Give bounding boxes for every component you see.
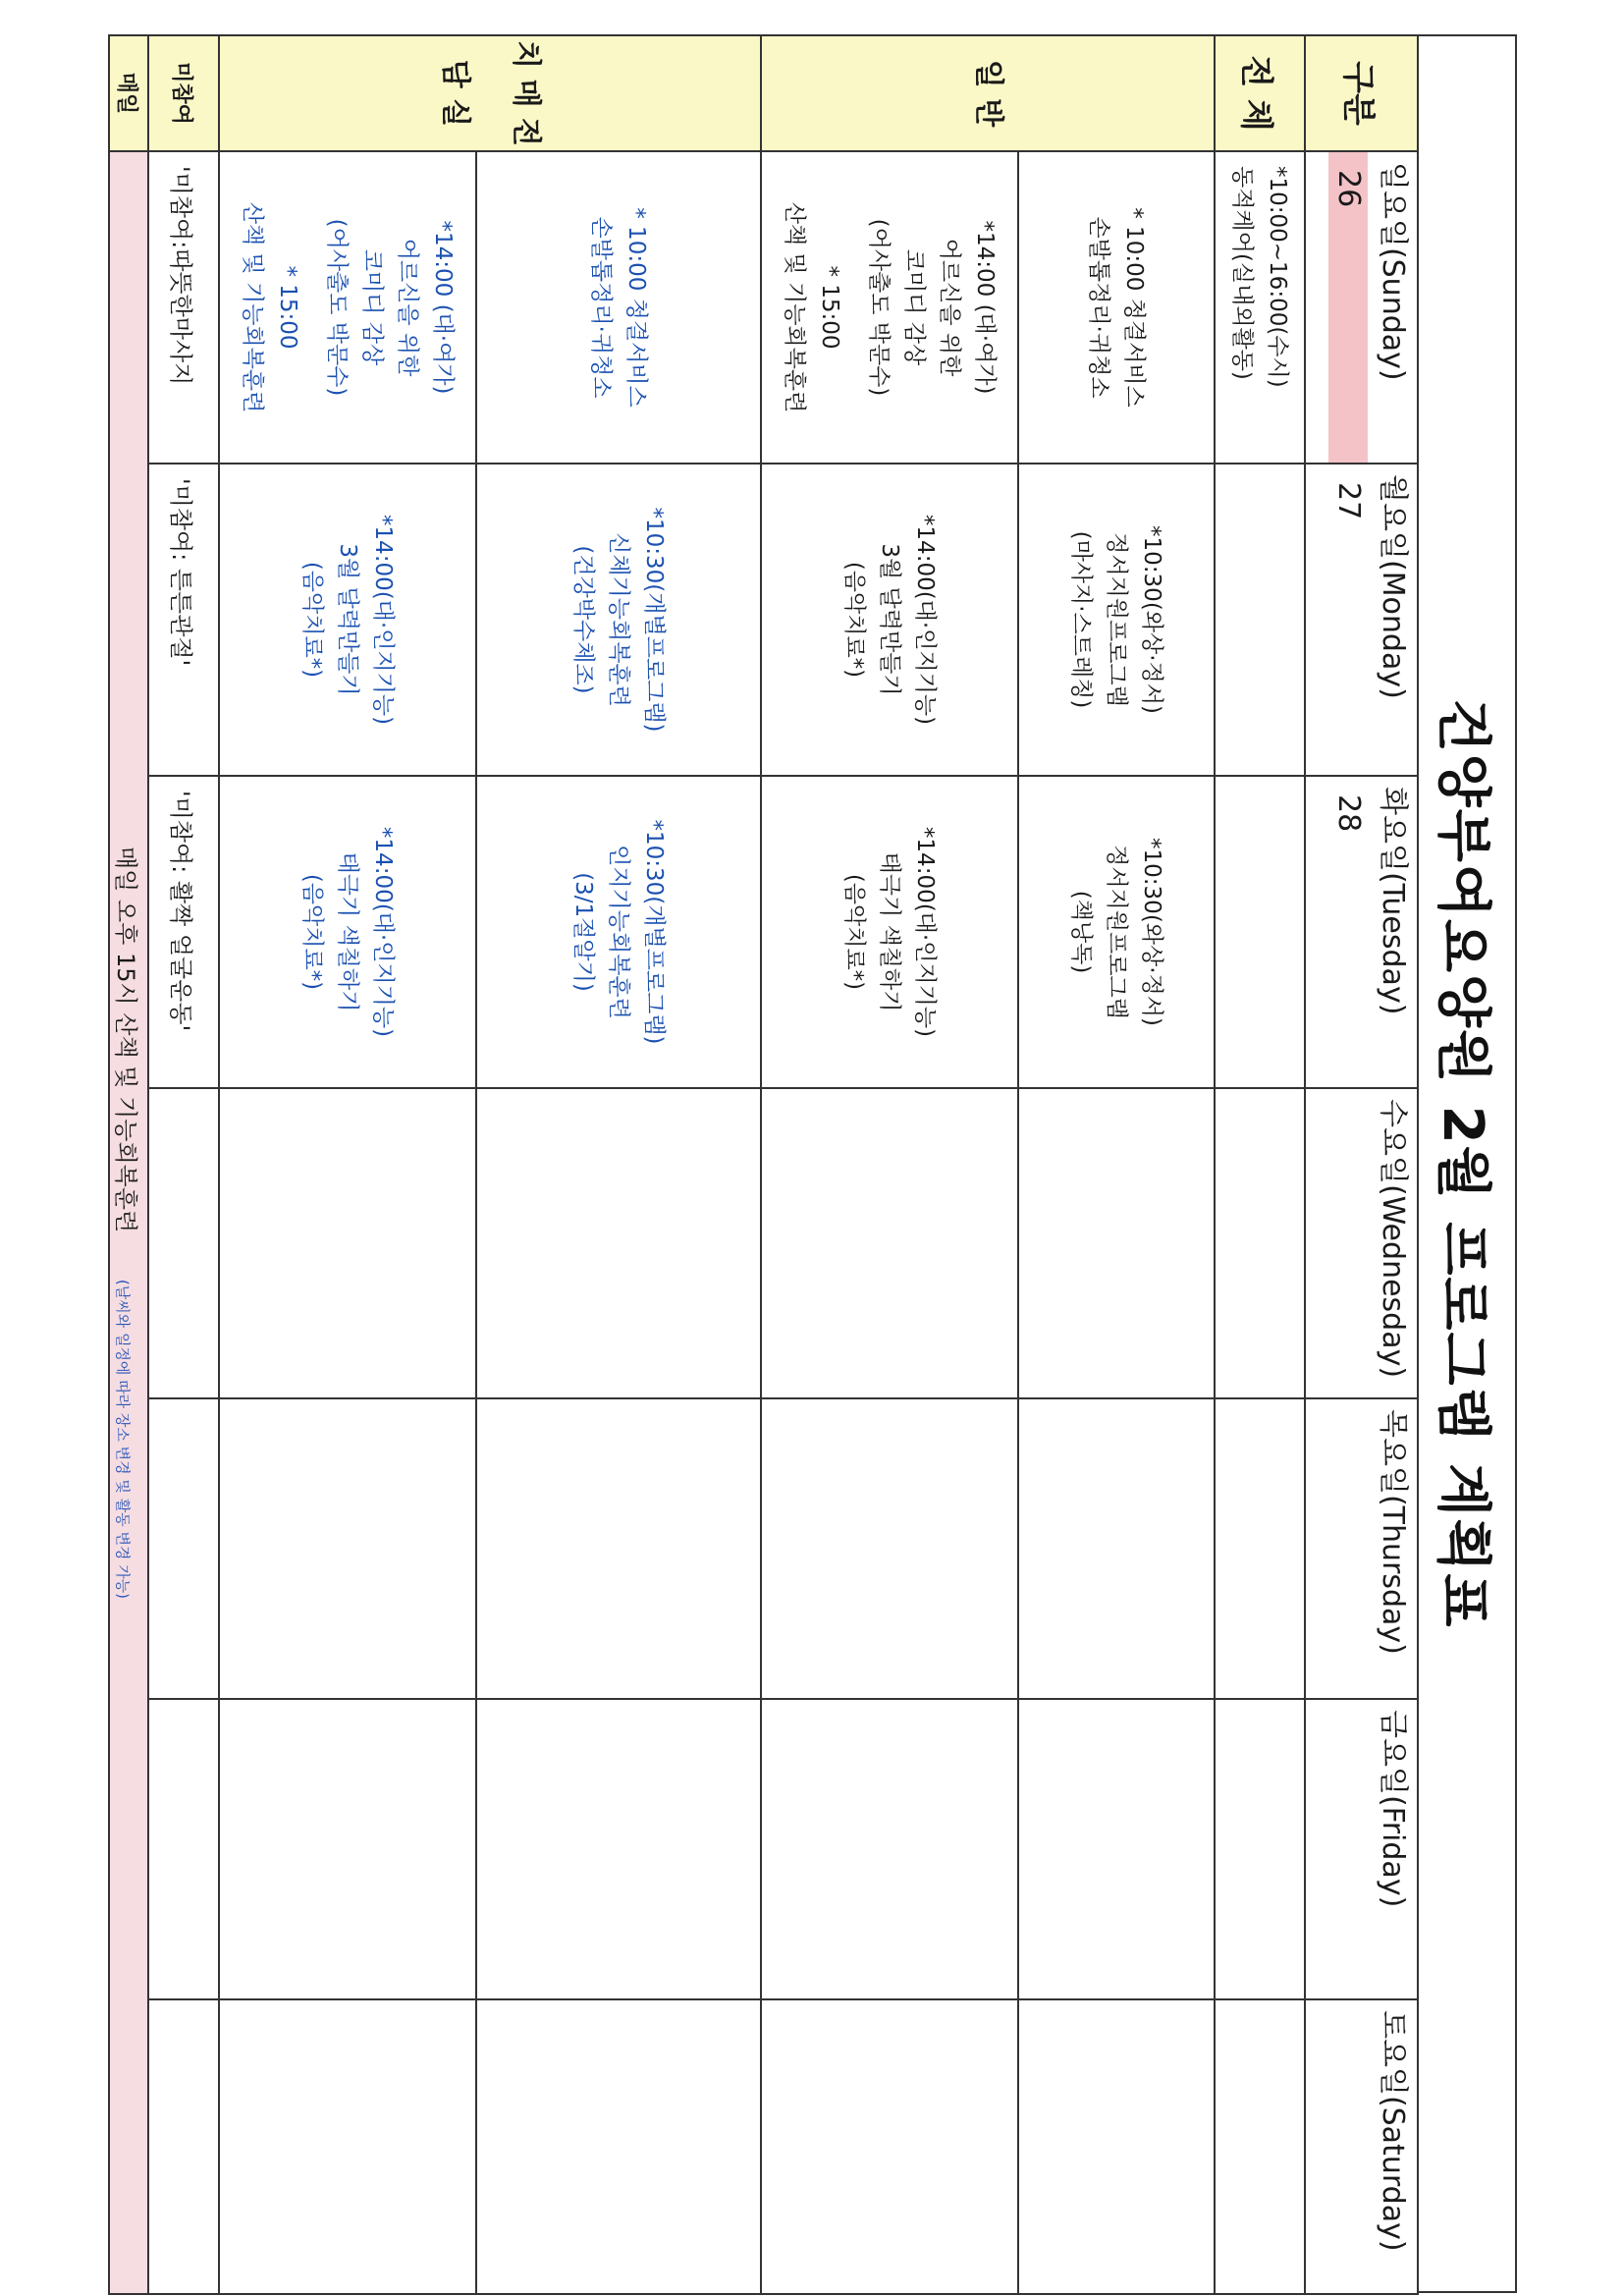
day-header-sunday xyxy=(1305,151,1418,464)
cell-line: (3/1절알기) xyxy=(570,872,596,992)
day-header-thursday xyxy=(1305,1398,1418,1699)
cell-line: (어사출도 박문수) xyxy=(866,218,892,397)
cell-line: (책낭독) xyxy=(1068,890,1094,974)
chime-pm-tuesday xyxy=(219,776,476,1088)
empty-cell xyxy=(219,1999,476,2294)
row-label-chime: 치 매 전 담 실 xyxy=(219,35,761,151)
cell-line: 어르신을 위한 xyxy=(395,238,420,377)
cell-line: *14:00(대·인지기능) xyxy=(370,514,396,726)
cell-line: 신체기능회복훈련 xyxy=(606,532,631,707)
cell-line: *14:00(대·인지기능) xyxy=(912,826,938,1038)
row-chime-pm xyxy=(219,35,476,2294)
empty-cell xyxy=(1215,776,1305,1088)
cell-line: (음악치료*) xyxy=(299,873,325,991)
cell-line: * 10:00 청결서비스 xyxy=(1121,207,1147,408)
cell-line: (음악치료*) xyxy=(841,873,867,991)
empty-cell xyxy=(1018,1699,1215,1999)
empty-cell xyxy=(1018,1999,1215,2294)
chime-am-monday xyxy=(476,464,761,776)
day-name: 목요일(Thursday) xyxy=(1376,1409,1410,1655)
jeonche-sunday xyxy=(1215,151,1305,464)
empty-cell xyxy=(219,1398,476,1699)
cell-line: (건강박수체조) xyxy=(570,545,596,694)
row-chime-am xyxy=(476,35,761,2294)
day-name: 금요일(Friday) xyxy=(1376,1710,1410,1908)
row-ilban-am xyxy=(1018,35,1215,2294)
row-ilban-pm xyxy=(761,35,1018,2294)
cell-line: *10:30(개별프로그램) xyxy=(641,819,667,1045)
empty-cell xyxy=(761,1088,1018,1398)
empty-cell xyxy=(761,1398,1018,1699)
cell-line: * 10:00 청결서비스 xyxy=(623,207,649,408)
empty-cell xyxy=(1215,1699,1305,1999)
maeil-note: (날씨와 일정에 따라 장소 변경 및 활동 변경 가능) xyxy=(114,1279,133,1600)
cell-line: 산책 및 기능회복훈련 xyxy=(240,201,265,413)
empty-cell xyxy=(1215,1999,1305,2294)
cell-line: *10:00~16:00(수시) xyxy=(1265,166,1290,388)
ilban-am-tuesday xyxy=(1018,776,1215,1088)
empty-cell xyxy=(148,1999,219,2294)
day-name: 월요일(Monday) xyxy=(1376,474,1410,699)
ilban-pm-tuesday xyxy=(761,776,1018,1088)
michamyeo-sunday: '미참여:따뜻한마사지 xyxy=(148,151,219,464)
cell-line: 태극기 색칠하기 xyxy=(335,851,360,1012)
page-title: 건양부여요양원 2월 프로그램 계획표 xyxy=(1419,34,1517,2293)
day-header-saturday xyxy=(1305,1999,1418,2294)
row-label-michamyeo: 미참여 xyxy=(148,35,219,151)
day-header-tuesday xyxy=(1305,776,1418,1088)
row-michamyeo xyxy=(148,35,219,2294)
cell-line: 손발톱정리·귀청소 xyxy=(588,216,614,399)
cell-line: *14:00(대·인지기능) xyxy=(370,826,396,1038)
header-row xyxy=(1305,35,1418,2294)
cell-line: 3월 달력만들기 xyxy=(877,543,902,696)
chime-pm-sunday xyxy=(219,151,476,464)
day-name: 일요일(Sunday) xyxy=(1376,162,1410,381)
day-header-wednesday xyxy=(1305,1088,1418,1398)
empty-cell xyxy=(476,1398,761,1699)
chime-pm-monday xyxy=(219,464,476,776)
row-label-ilban: 일 반 xyxy=(761,35,1215,151)
cell-line: *10:30(와상·정서) xyxy=(1139,838,1164,1026)
cell-line: 코미디 감상 xyxy=(901,248,927,366)
cell-line: 어르신을 위한 xyxy=(937,238,962,377)
empty-cell xyxy=(1215,1398,1305,1699)
row-jeonche xyxy=(1215,35,1305,2294)
cell-line: (음악치료*) xyxy=(299,561,325,679)
ilban-am-monday xyxy=(1018,464,1215,776)
schedule-table xyxy=(108,34,1419,2295)
empty-cell xyxy=(1215,464,1305,776)
empty-cell xyxy=(1215,1088,1305,1398)
cell-line: 정서지원프로그램 xyxy=(1104,845,1129,1019)
cell-line: 동적케어(실내외활동) xyxy=(1229,166,1255,380)
empty-cell xyxy=(761,1699,1018,1999)
cell-line: 산책 및 기능회복훈련 xyxy=(782,201,807,413)
chime-am-tuesday xyxy=(476,776,761,1088)
cell-line: *10:30(개별프로그램) xyxy=(641,507,667,733)
empty-cell xyxy=(219,1699,476,1999)
cell-line: 태극기 색칠하기 xyxy=(877,851,902,1012)
empty-cell xyxy=(1018,1398,1215,1699)
day-name: 화요일(Tuesday) xyxy=(1376,787,1410,1015)
day-date: 27 xyxy=(1331,482,1366,520)
ilban-pm-sunday xyxy=(761,151,1018,464)
program-sheet xyxy=(5,34,1517,2293)
cell-line: *14:00 (대·여가) xyxy=(972,220,998,395)
maeil-text: 매일 오후 15시 산책 및 기능회복훈련 xyxy=(112,846,140,1233)
cell-line: *10:30(와상·정서) xyxy=(1139,525,1164,714)
cell-line: *14:00 (대·여가) xyxy=(430,220,456,395)
empty-cell xyxy=(476,1088,761,1398)
michamyeo-monday: '미참여: 튼튼관절' xyxy=(148,464,219,776)
cell-line: *14:00(대·인지기능) xyxy=(912,514,938,726)
empty-cell xyxy=(148,1699,219,1999)
maeil-text-cell xyxy=(109,151,148,2294)
cell-line: (어사출도 박문수) xyxy=(324,218,350,397)
empty-cell xyxy=(476,1999,761,2294)
cell-line: (음악치료*) xyxy=(841,561,867,679)
day-header-friday xyxy=(1305,1699,1418,1999)
day-date: 28 xyxy=(1331,794,1366,833)
empty-cell xyxy=(148,1398,219,1699)
empty-cell xyxy=(219,1088,476,1398)
empty-cell xyxy=(1018,1088,1215,1398)
empty-cell xyxy=(476,1699,761,1999)
cell-line: 3월 달력만들기 xyxy=(335,543,360,696)
cell-line: 인지기능회복훈련 xyxy=(606,845,631,1019)
cell-line: 정서지원프로그램 xyxy=(1104,532,1129,707)
day-name: 수요일(Wednesday) xyxy=(1376,1099,1410,1379)
empty-cell xyxy=(761,1999,1018,2294)
ilban-am-sunday xyxy=(1018,151,1215,464)
empty-cell xyxy=(148,1088,219,1398)
cell-line: 코미디 감상 xyxy=(359,248,385,366)
ilban-pm-monday xyxy=(761,464,1018,776)
day-name: 토요일(Saturday) xyxy=(1376,2010,1410,2252)
cell-line: (마사지·스트레칭) xyxy=(1068,530,1094,709)
cell-line: * 15:00 xyxy=(817,265,842,350)
cell-line: * 15:00 xyxy=(275,265,300,350)
day-header-monday xyxy=(1305,464,1418,776)
row-maeil xyxy=(109,35,148,2294)
chime-am-sunday xyxy=(476,151,761,464)
michamyeo-tuesday: '미참여: 활짝 얼굴운동' xyxy=(148,776,219,1088)
row-label-maeil: 매일 xyxy=(109,35,148,151)
cell-spacer xyxy=(305,152,319,463)
gubun-header: 구분 xyxy=(1305,35,1418,151)
row-label-jeonche: 전 체 xyxy=(1215,35,1305,151)
day-date: 26 xyxy=(1328,152,1368,463)
cell-line: 손발톱정리·귀청소 xyxy=(1086,216,1111,399)
cell-spacer xyxy=(847,152,861,463)
